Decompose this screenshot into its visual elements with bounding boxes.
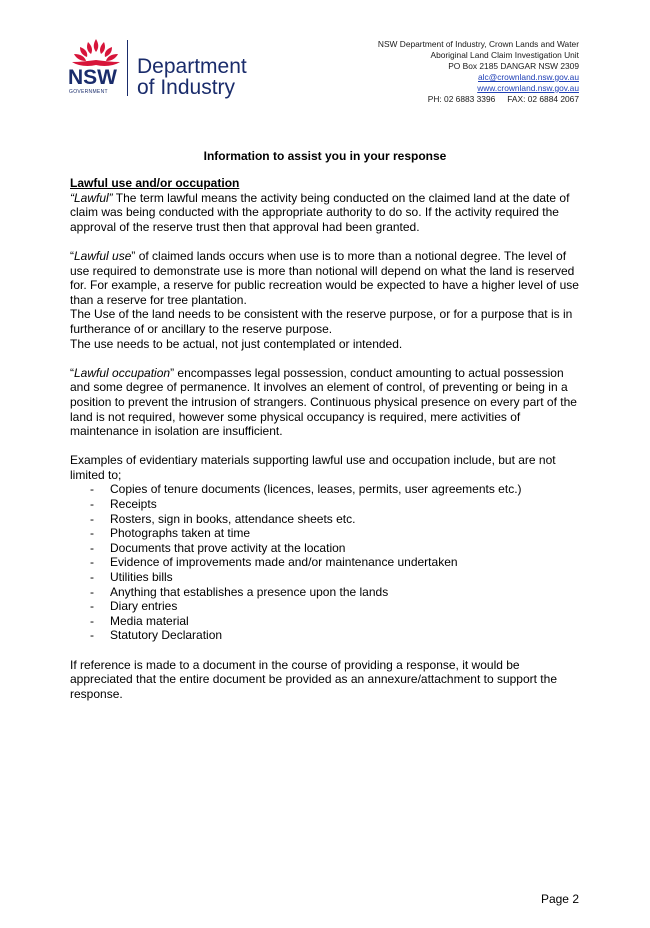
paragraph-lawful (70, 191, 582, 235)
phone-fax-row (378, 94, 579, 105)
paragraph-lawful-use (70, 249, 582, 307)
paragraph-reserve-purpose: The Use of the land needs to be consistent with the reserve purpose, or for a purpose that is in furtherance of or ancillary to the reserve purpose. (70, 307, 573, 336)
bullet-dash: - (90, 540, 94, 555)
contact-block (378, 39, 579, 105)
bullet-dash: - (90, 570, 94, 585)
list-item-text: Utilities bills (110, 570, 173, 585)
list-item-text: Anything that establishes a presence upon the lands (110, 584, 389, 599)
contact-unit: Aboriginal Land Claim Investigation Unit (430, 50, 579, 60)
list-item-text: Documents that prove activity at the location (110, 540, 346, 555)
list-item (70, 482, 582, 497)
term-lawful-occupation: Lawful occupation (74, 365, 171, 380)
list-item (70, 614, 582, 629)
bullet-dash: - (90, 613, 94, 628)
list-item (70, 526, 582, 541)
list-item-text: Evidence of improvements made and/or maintenance undertaken (110, 555, 458, 570)
paragraph-lawful-occupation (70, 366, 582, 439)
bullet-dash: - (90, 599, 94, 614)
list-item-text: Statutory Declaration (110, 628, 223, 643)
list-item (70, 497, 582, 512)
list-item (70, 541, 582, 556)
bullet-dash: - (90, 526, 94, 541)
list-item (70, 555, 582, 570)
paragraph-actual-use: The use needs to be actual, not just contemplated or intended. (70, 336, 403, 351)
list-item-text: Rosters, sign in books, attendance sheets etc. (110, 511, 356, 526)
bullet-dash: - (90, 511, 94, 526)
list-item (70, 570, 582, 585)
page-number: Page 2 (540, 892, 579, 906)
logo-dept-line1: Department (137, 55, 247, 78)
phone-number: PH: 02 6883 3396 (427, 94, 496, 104)
logo-divider (127, 40, 128, 96)
waratah-icon (68, 36, 124, 70)
bullet-dash: - (90, 555, 94, 570)
term-lawful-use: Lawful use (74, 248, 132, 263)
list-item (70, 512, 582, 527)
paragraph-lawful-occupation-text: ” encompasses legal possession, conduct amounting to actual possession and some degree of permanence. It involves an element of control, of preventing or being in a position to prevent the intrusion of strangers. Continuous physical presence on every part of the land is not required, however some physical occupancy is required, mere activities of maintenance in isolation are insufficient. (70, 365, 577, 439)
bullet-dash: - (90, 497, 94, 512)
section-title: Lawful use and/or occupation (70, 176, 240, 190)
list-item (70, 585, 582, 600)
paragraph-lawful-use-text: ” of claimed lands occurs when use is to more than a notional degree. The level of use required to demonstrate use is more than notional will depend on what the land is reserved for. For example, a reserve for public recreation would be expected to have a higher level of use than a reserve for tree plantation. (70, 248, 579, 307)
bullet-dash: - (90, 482, 94, 497)
contact-org: NSW Department of Industry, Crown Lands and Water (377, 39, 579, 49)
fax-number: FAX: 02 6884 2067 (507, 94, 579, 104)
evidence-list (70, 482, 582, 643)
paragraph-lawful-text: The term lawful means the activity being conducted on the claimed land at the date of claim was being conducted with the appropriate authority to do so. If the activity required the approval of the reserve trust then that approval had been granted. (70, 190, 570, 234)
bullet-dash: - (90, 584, 94, 599)
logo-dept-line2: of Industry (137, 76, 236, 99)
page-heading: Information to assist you in your response (203, 149, 447, 163)
list-item-text: Photographs taken at time (110, 526, 251, 541)
term-lawful: “Lawful” (70, 190, 113, 205)
paragraph-examples: Examples of evidentiary materials supporting lawful use and occupation include, but are not limited to; (70, 453, 556, 482)
list-item-text: Media material (110, 613, 189, 628)
email-link[interactable]: alc@crownland.nsw.gov.au (478, 72, 579, 82)
department-logo (68, 36, 268, 100)
logo-nsw-text: NSW (68, 66, 117, 89)
open-quote: “ (70, 248, 74, 263)
website-link[interactable]: www.crownland.nsw.gov.au (477, 83, 579, 93)
open-quote: “ (70, 365, 74, 380)
bullet-dash: - (90, 628, 94, 643)
list-item (70, 628, 582, 643)
list-item (70, 599, 582, 614)
list-item-text: Copies of tenure documents (licences, leases, permits, user agreements etc.) (110, 482, 522, 497)
list-item-text: Receipts (110, 497, 157, 512)
contact-po-box: PO Box 2185 DANGAR NSW 2309 (448, 61, 579, 71)
document-body (70, 176, 582, 701)
paragraph-reference: If reference is made to a document in the course of providing a response, it would be appreciated that the entire document be provided as an annexure/attachment to support the response. (70, 657, 557, 701)
logo-government-text: GOVERNMENT (69, 89, 108, 95)
list-item-text: Diary entries (110, 599, 178, 614)
